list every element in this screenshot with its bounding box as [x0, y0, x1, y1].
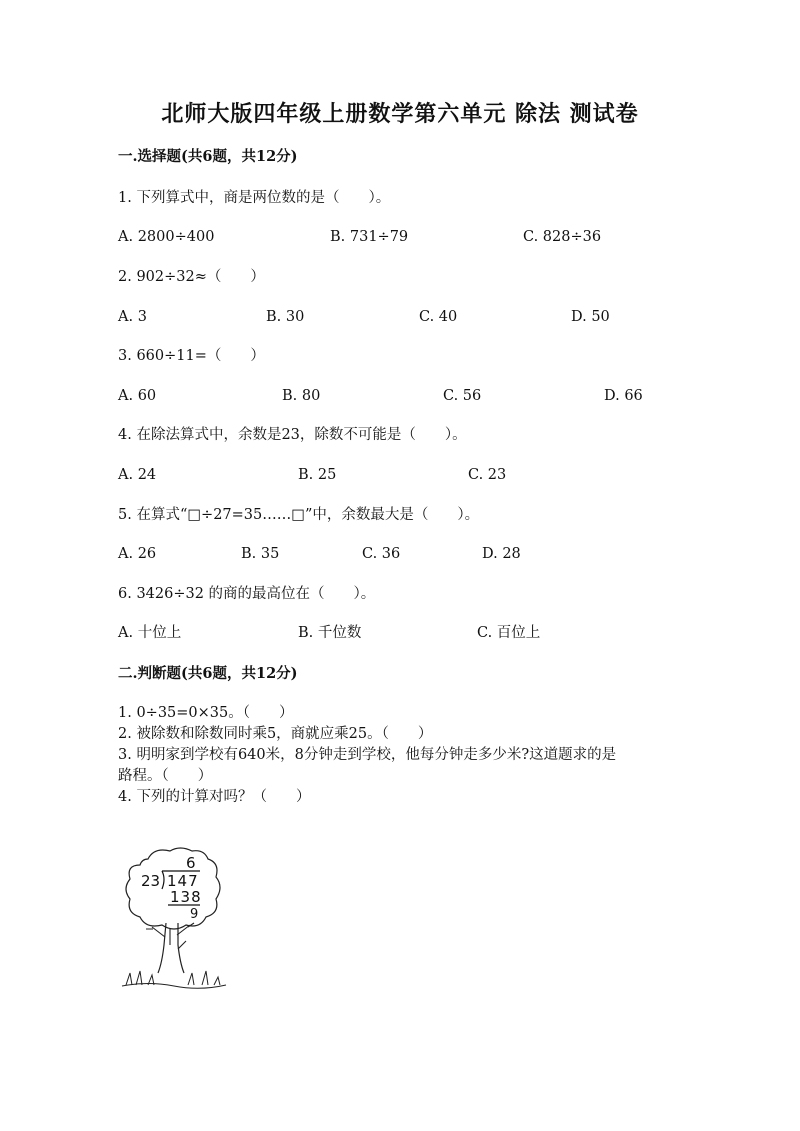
option-2d: D. 50 — [571, 309, 610, 325]
option-2c: C. 40 — [419, 309, 458, 325]
question-6: 6. 3426÷32 的商的最高位在（ ）。 — [118, 586, 376, 602]
option-6a: A. 十位上 — [118, 625, 182, 641]
option-3a: A. 60 — [118, 388, 157, 404]
question-5: 5. 在算式“□÷27=35……□”中，余数最大是（ ）。 — [118, 507, 480, 523]
judge-item-2: 2. 被除数和除数同时乘5，商就应乘25。（ ） — [118, 726, 433, 742]
option-1c: C. 828÷36 — [523, 229, 602, 245]
remainder-text: 9 — [190, 907, 199, 922]
option-6c: C. 百位上 — [477, 625, 541, 641]
option-5c: C. 36 — [362, 546, 401, 562]
option-2b: B. 30 — [266, 309, 305, 325]
question-1: 1. 下列算式中，商是两位数的是（ ）。 — [118, 190, 391, 206]
option-1b: B. 731÷79 — [330, 229, 409, 245]
judge-item-4: 4. 下列的计算对吗？（ ） — [118, 789, 311, 805]
quotient-text: 6 — [186, 854, 196, 872]
tree-division-figure — [118, 845, 230, 995]
page-title: 北师大版四年级上册数学第六单元 除法 测试卷 — [161, 101, 639, 127]
question-2: 2. 902÷32≈（ ） — [118, 269, 265, 285]
option-5a: A. 26 — [118, 546, 157, 562]
judge-item-1: 1. 0÷35=0×35。（ ） — [118, 705, 294, 721]
option-3d: D. 66 — [604, 388, 643, 404]
option-5b: B. 35 — [241, 546, 280, 562]
product-text: 138 — [170, 888, 202, 906]
question-3: 3. 660÷11=（ ） — [118, 348, 265, 364]
judge-item-3-cont: 路程。（ ） — [118, 768, 213, 784]
section-heading-judge: 二.判断题(共6题，共12分) — [118, 665, 298, 682]
tree-illustration — [118, 845, 230, 995]
dividend-text: 147 — [167, 872, 199, 890]
option-4c: C. 23 — [468, 467, 507, 483]
judge-item-3: 3. 明明家到学校有640米，8分钟走到学校，他每分钟走多少米?这道题求的是 — [118, 747, 617, 763]
question-4: 4. 在除法算式中，余数是23，除数不可能是（ ）。 — [118, 427, 467, 443]
option-5d: D. 28 — [482, 546, 521, 562]
option-2a: A. 3 — [118, 309, 147, 325]
option-4a: A. 24 — [118, 467, 157, 483]
option-1a: A. 2800÷400 — [118, 229, 215, 245]
section-heading-choice: 一.选择题(共6题，共12分) — [118, 148, 298, 165]
option-3b: B. 80 — [282, 388, 321, 404]
option-4b: B. 25 — [298, 467, 337, 483]
option-3c: C. 56 — [443, 388, 482, 404]
divisor-text: 23 — [141, 872, 161, 890]
option-6b: B. 千位数 — [298, 625, 362, 641]
